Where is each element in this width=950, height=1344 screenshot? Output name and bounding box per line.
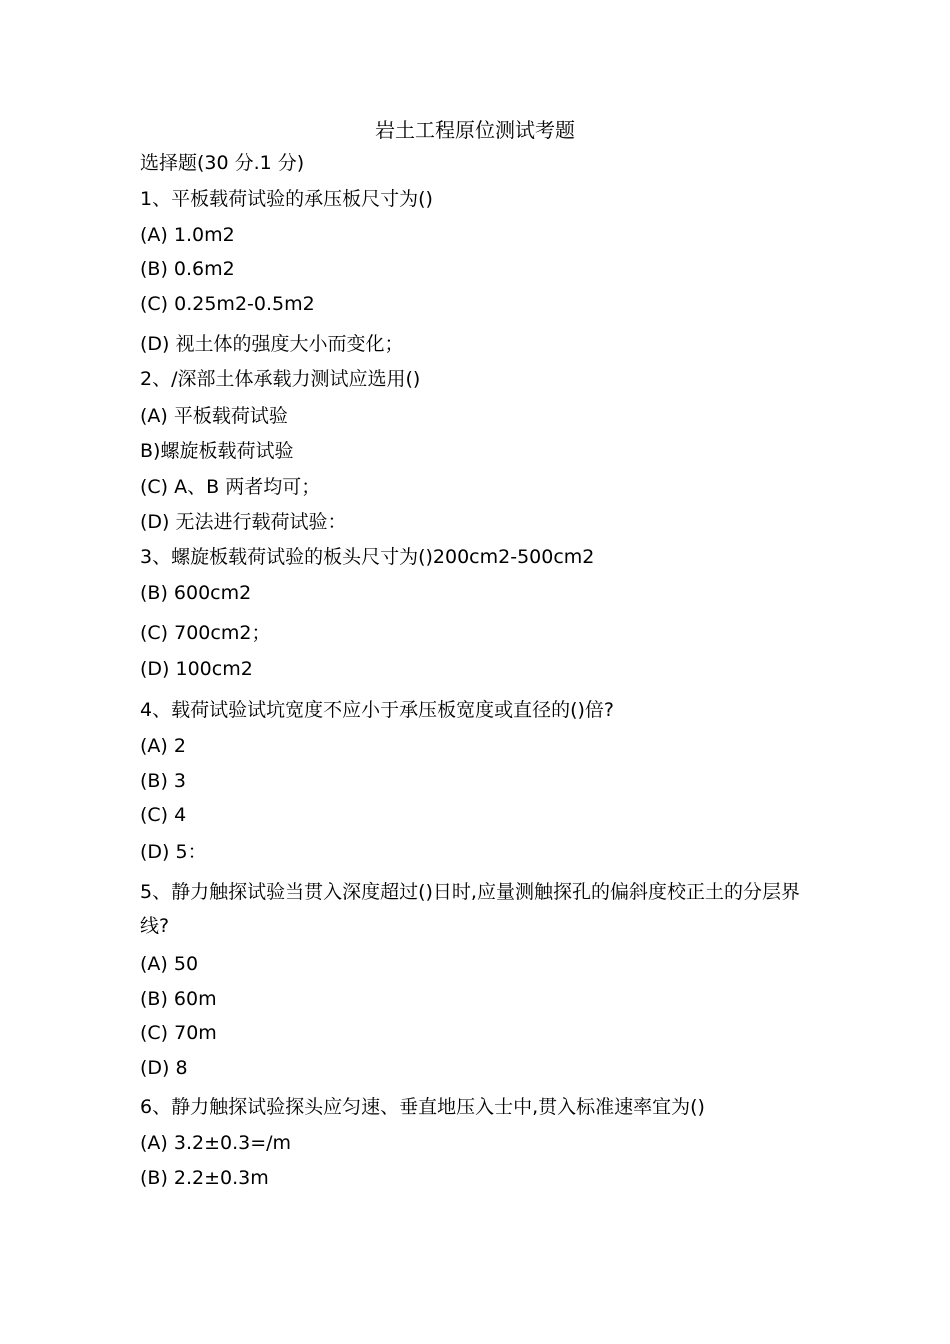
section-heading: 选择题(30 分.1 分) [140, 152, 305, 174]
question-1-option-b: (B) 0.6m2 [140, 258, 235, 280]
question-5-option-c: (C) 70m [140, 1022, 217, 1044]
question-5-option-b: (B) 60m [140, 988, 217, 1010]
question-4-option-c: (C) 4 [140, 804, 187, 826]
question-2-option-d: (D) 无法进行载荷试验： [140, 511, 347, 533]
question-1-option-a: (A) 1.0m2 [140, 224, 235, 246]
question-1-option-d: (D) 视土体的强度大小而变化； [140, 333, 404, 355]
question-3-option-d: (D) 100cm2 [140, 658, 253, 680]
question-2: 2、/深部土体承载力测试应选用() [140, 368, 421, 390]
question-1-option-c: (C) 0.25m2-0.5m2 [140, 293, 315, 315]
question-2-option-a: (A) 平板载荷试验 [140, 405, 288, 427]
document-title: 岩土工程原位测试考题 [375, 118, 575, 142]
question-4-option-d: (D) 5： [140, 841, 207, 863]
question-3: 3、螺旋板载荷试验的板头尺寸为()200cm2-500cm2 [140, 546, 595, 568]
question-4-option-a: (A) 2 [140, 735, 186, 757]
question-4-option-b: (B) 3 [140, 770, 186, 792]
question-2-option-c: (C) A、B 两者均可； [140, 476, 321, 498]
question-1: 1、平板载荷试验的承压板尺寸为() [140, 188, 433, 210]
question-3-option-b: (B) 600cm2 [140, 582, 252, 604]
question-3-option-c: (C) 700cm2； [140, 622, 271, 644]
question-4: 4、载荷试验试坑宽度不应小于承压板宽度或直径的()倍? [140, 699, 614, 721]
question-6-option-b: (B) 2.2±0.3m [140, 1167, 269, 1189]
question-2-option-b: B)螺旋板载荷试验 [140, 440, 294, 462]
question-6-option-a: (A) 3.2±0.3=/m [140, 1132, 292, 1154]
question-5-option-d: (D) 8 [140, 1057, 188, 1079]
question-5: 5、静力触探试验当贯入深度超过()日时,应量测触探孔的偏斜度校正土的分层界线? [140, 881, 800, 937]
question-5-option-a: (A) 50 [140, 953, 199, 975]
question-6: 6、静力触探试验探头应匀速、垂直地压入士中,贯入标准速率宜为() [140, 1096, 705, 1118]
